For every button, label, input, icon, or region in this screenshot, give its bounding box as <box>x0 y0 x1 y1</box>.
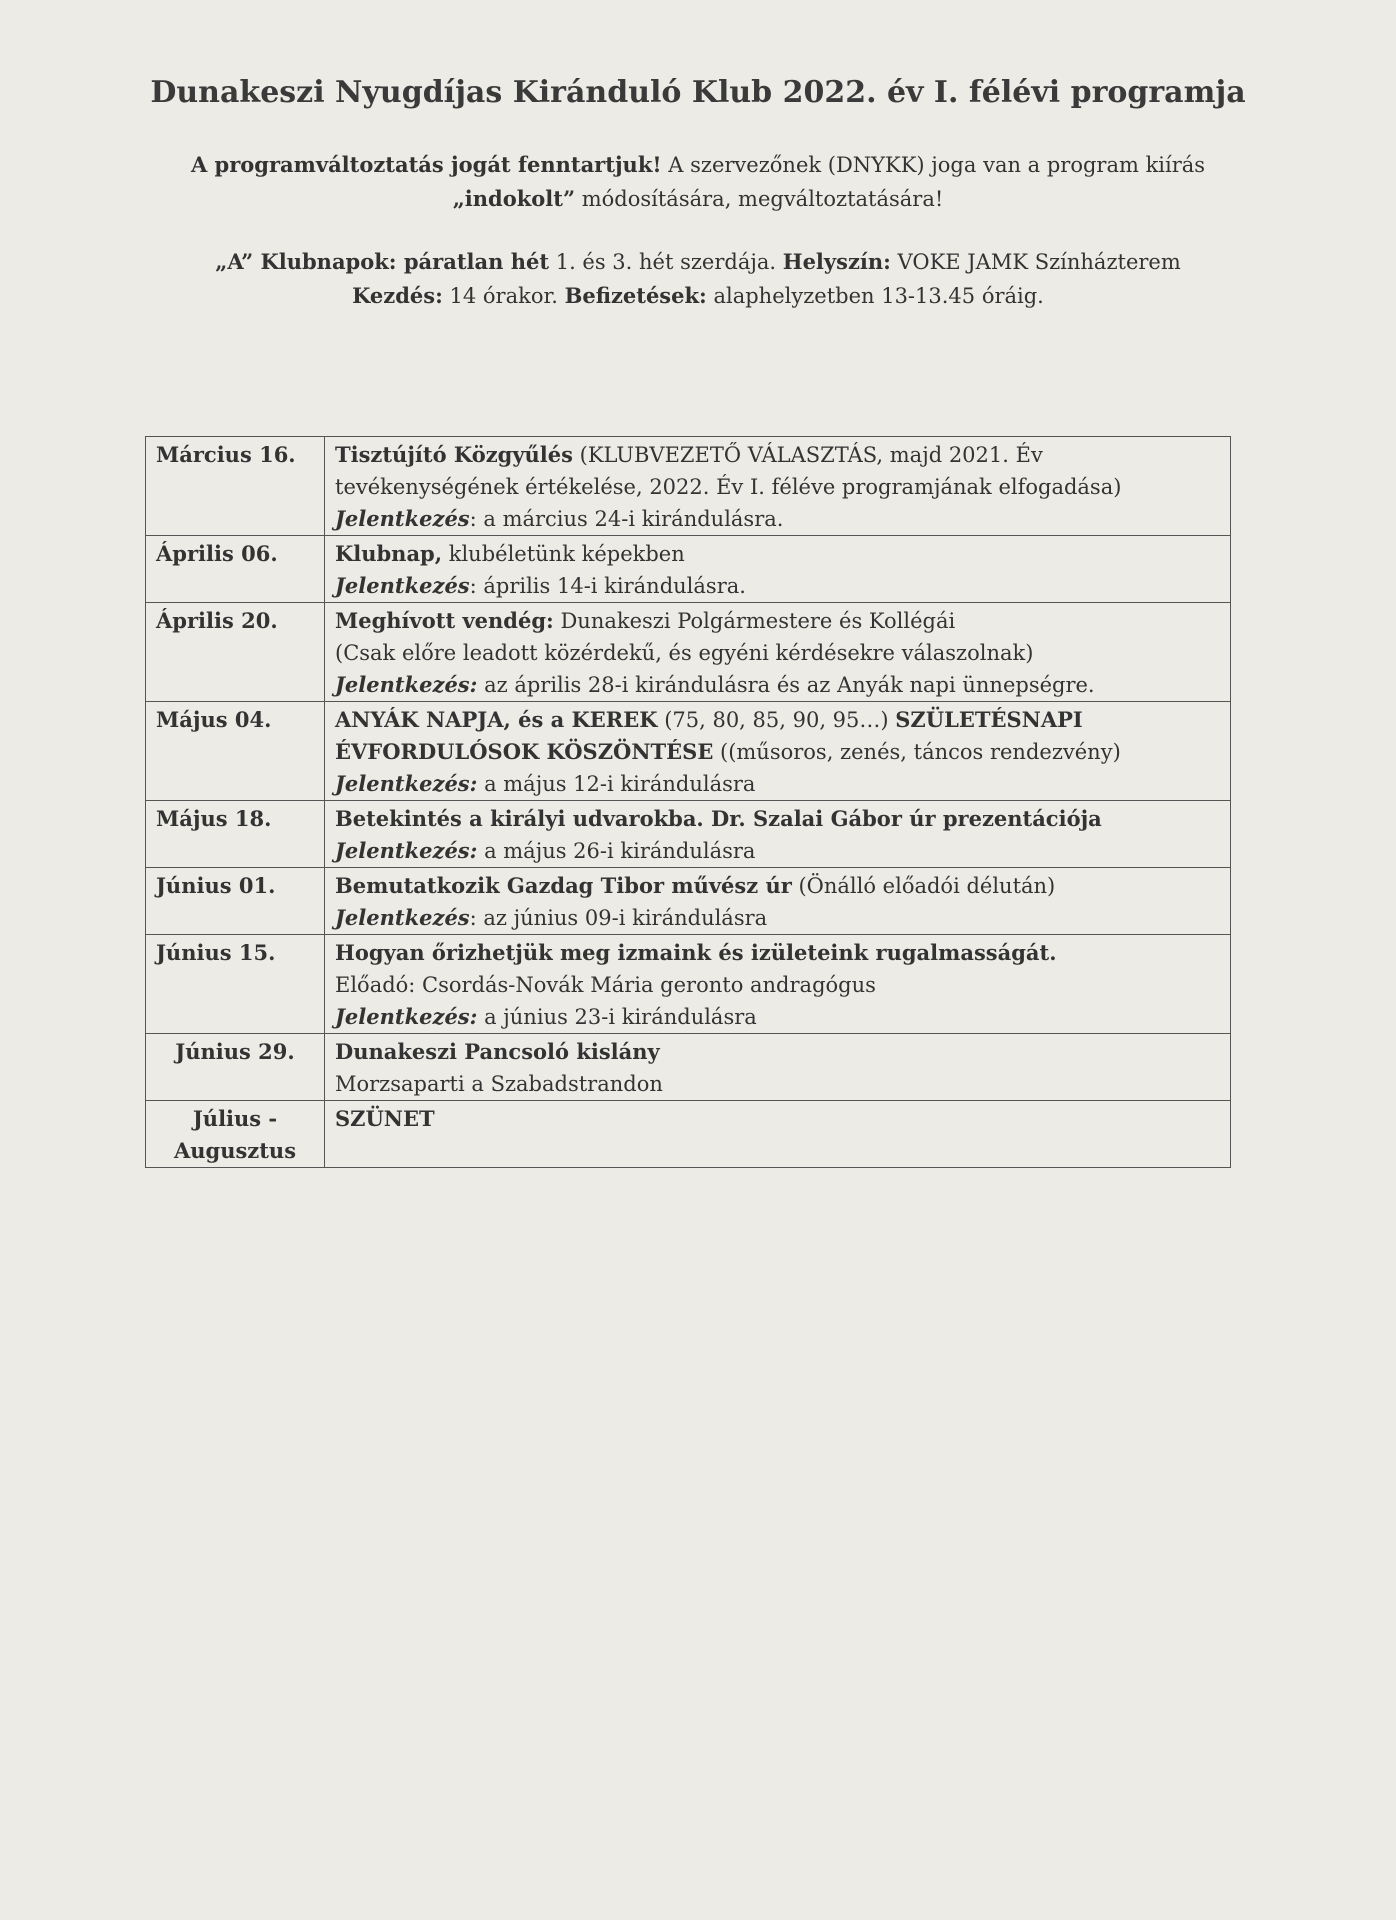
location-label: Helyszín: <box>782 249 891 274</box>
schedule-date-end: Augusztus <box>173 1138 297 1163</box>
schedule-description <box>325 603 1231 702</box>
registration-label: Jelentkezés: <box>335 838 478 863</box>
event-title: Klubnap, <box>335 541 443 566</box>
payment-label: Befizetések: <box>564 283 707 308</box>
event-detail: (Csak előre leadott közérdekű, és egyéni kérdésekre válaszolnak) <box>335 641 1034 665</box>
event-title: SZÜNET <box>335 1106 435 1131</box>
event-text: (Önálló előadói délután) <box>791 874 1056 898</box>
club-days-info <box>60 245 1336 313</box>
event-detail: tevékenységének értékelése, 2022. Év I. féléve programjának elfogadása) <box>335 475 1122 499</box>
registration-text: a május 12-i kirándulásra <box>477 772 756 796</box>
event-title: ANYÁK NAPJA, és a KEREK <box>335 707 658 732</box>
event-title-2: SZÜLETÉSNAPI <box>895 707 1083 732</box>
club-days-line-2 <box>60 279 1336 313</box>
document-title: Dunakeszi Nyugdíjas Kiránduló Klub 2022. év I. félévi programja <box>150 75 1246 110</box>
event-title: Meghívott vendég: <box>335 608 554 633</box>
registration-text: : a március 24-i kirándulásra. <box>469 507 784 531</box>
notice-bold-2: „indokolt” <box>452 186 576 211</box>
table-row <box>146 1034 1231 1101</box>
event-text: (75, 80, 85, 90, 95…) <box>657 708 896 732</box>
event-detail: ((műsoros, zenés, táncos rendezvény) <box>713 740 1121 764</box>
schedule-description <box>325 536 1231 603</box>
registration-text: az április 28-i kirándulásra és az Anyák napi ünnepségre. <box>477 673 1095 697</box>
registration-text: : április 14-i kirándulásra. <box>469 574 746 598</box>
schedule-date-start: Július - <box>192 1106 278 1131</box>
schedule-description <box>325 868 1231 935</box>
registration-text: : az június 09-i kirándulásra <box>469 906 768 930</box>
event-title: Hogyan őrizhetjük meg izmaink és izületeink rugalmasságát. <box>335 940 1057 965</box>
club-days-line-1 <box>60 245 1336 279</box>
table-row <box>146 868 1231 935</box>
notice-text-2: módosítására, megváltoztatására! <box>575 187 944 211</box>
schedule-description <box>325 935 1231 1034</box>
registration-text: a június 23-i kirándulásra <box>477 1005 757 1029</box>
schedule-description <box>325 801 1231 868</box>
event-text: klubéletünk képekben <box>442 542 685 566</box>
event-title: Bemutatkozik Gazdag Tibor művész úr <box>335 873 792 898</box>
schedule-date <box>146 1101 325 1168</box>
table-row <box>146 935 1231 1034</box>
event-detail: Előadó: Csordás-Novák Mária geronto andragógus <box>335 973 876 997</box>
table-row <box>146 437 1231 536</box>
schedule-description <box>325 1034 1231 1101</box>
start-label: Kezdés: <box>352 283 443 308</box>
schedule-date: Április 06. <box>146 536 325 603</box>
schedule-date: Június 01. <box>146 868 325 935</box>
event-text: Dunakeszi Polgármestere és Kollégái <box>553 609 956 633</box>
club-days-label: „A” Klubnapok: páratlan hét <box>215 249 550 274</box>
event-text: (KLUBVEZETŐ VÁLASZTÁS, majd 2021. Év <box>572 443 1043 467</box>
location-value: VOKE JAMK Színházterem <box>890 250 1181 274</box>
table-row <box>146 801 1231 868</box>
registration-label: Jelentkezés: <box>335 672 478 697</box>
payment-value: alaphelyzetben 13-13.45 óráig. <box>706 284 1044 308</box>
registration-label: Jelentkezés <box>335 905 470 930</box>
schedule-description <box>325 702 1231 801</box>
club-days-text: 1. és 3. hét szerdája. <box>549 250 783 274</box>
registration-label: Jelentkezés: <box>335 771 478 796</box>
notice <box>60 148 1336 216</box>
notice-line-2 <box>60 182 1336 216</box>
registration-label: Jelentkezés: <box>335 1004 478 1029</box>
schedule-date: Június 29. <box>146 1034 325 1101</box>
schedule-date: Május 04. <box>146 702 325 801</box>
table-row <box>146 702 1231 801</box>
notice-bold-1: A programváltoztatás jogát fenntartjuk! <box>190 152 662 177</box>
event-detail: Morzsaparti a Szabadstrandon <box>335 1072 663 1096</box>
table-row <box>146 603 1231 702</box>
registration-text: a május 26-i kirándulásra <box>477 839 756 863</box>
event-title: Betekintés a királyi udvarokba. Dr. Szalai Gábor úr prezentációja <box>335 806 1102 831</box>
table-row <box>146 1101 1231 1168</box>
registration-label: Jelentkezés <box>335 573 470 598</box>
schedule-description <box>325 1101 1231 1168</box>
schedule-date: Május 18. <box>146 801 325 868</box>
table-row <box>146 536 1231 603</box>
start-value: 14 órakor. <box>442 284 565 308</box>
event-title: Dunakeszi Pancsoló kislány <box>335 1039 660 1064</box>
registration-label: Jelentkezés <box>335 506 470 531</box>
event-title-3: ÉVFORDULÓSOK KÖSZÖNTÉSE <box>335 739 714 764</box>
schedule-date: Április 20. <box>146 603 325 702</box>
notice-line-1 <box>60 148 1336 182</box>
notice-text-1: A szervezőnek (DNYKK) joga van a program kiírás <box>661 153 1206 177</box>
event-title: Tisztújító Közgyűlés <box>335 442 573 467</box>
schedule-table <box>145 436 1231 1168</box>
schedule-date: Március 16. <box>146 437 325 536</box>
schedule-description <box>325 437 1231 536</box>
schedule-date: Június 15. <box>146 935 325 1034</box>
